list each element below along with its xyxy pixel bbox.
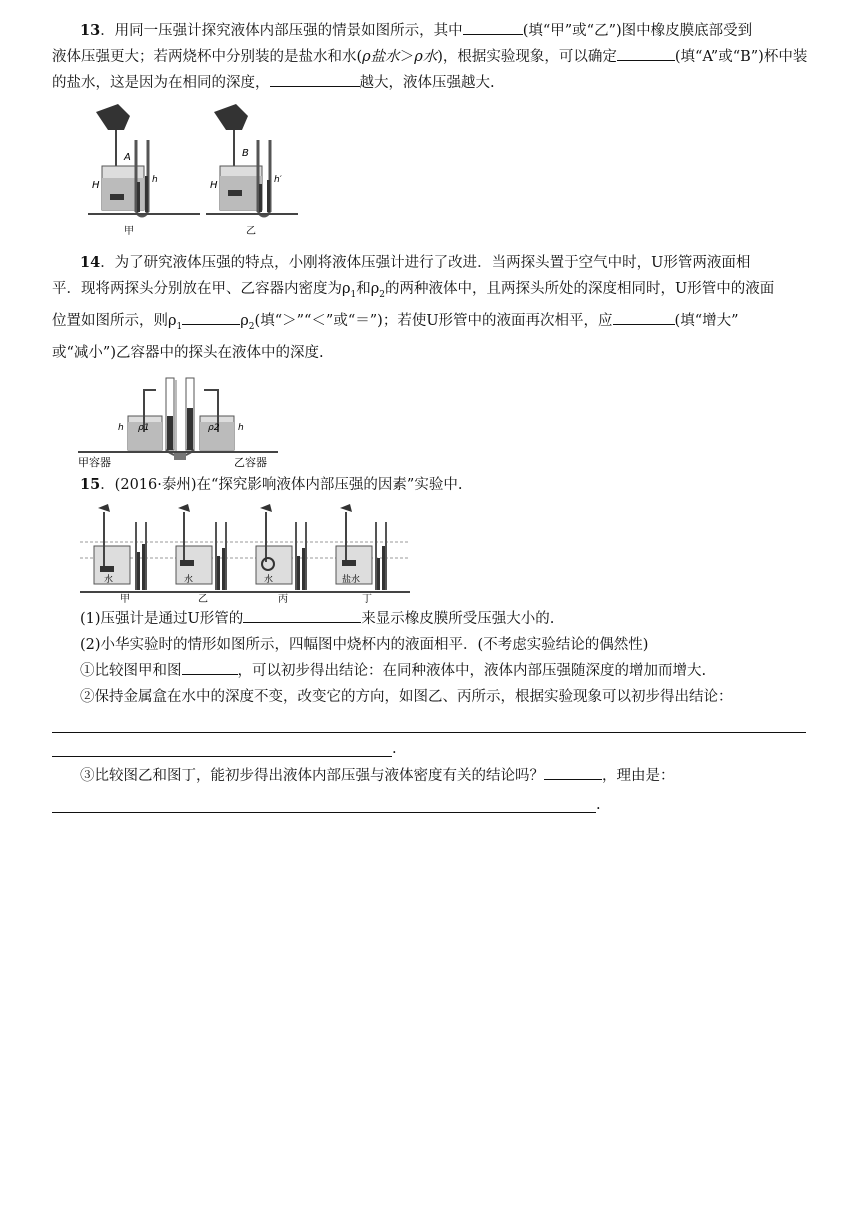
- question-13: 13．用同一压强计探究液体内部压强的情景如图所示，其中 (填“甲”或“乙”)图中橡皮膜底部受到: [52, 18, 808, 44]
- svg-text:乙容器: 乙容器: [234, 455, 267, 469]
- figure-15: [80, 502, 410, 606]
- improved-gauge-illustration: [78, 370, 278, 470]
- svg-text:盐水: 盐水: [342, 574, 361, 585]
- svg-text:乙: 乙: [198, 593, 208, 605]
- svg-text:h: h: [238, 422, 244, 433]
- four-experiment-illustration: [80, 502, 410, 606]
- answer-blank[interactable]: [182, 658, 238, 675]
- setup-jia: [94, 504, 146, 605]
- question-14: 14．为了研究液体压强的特点，小刚将液体压强计进行了改进．当两探头置于空气中时，U形管两液面相: [80, 254, 751, 271]
- figure-13: [88, 100, 328, 238]
- answer-blank[interactable]: [243, 606, 361, 623]
- setup-yi: [176, 504, 226, 605]
- svg-text:甲: 甲: [120, 593, 130, 605]
- answer-line[interactable]: [52, 790, 596, 813]
- svg-text:B: B: [242, 148, 249, 159]
- svg-text:乙: 乙: [246, 226, 256, 237]
- svg-text:丙: 丙: [278, 593, 288, 605]
- q15-part4: ②保持金属盒在水中的深度不变，改变它的方向，如图乙、丙所示，根据实验现象可以初步得出结论：: [80, 688, 733, 705]
- answer-blank[interactable]: [182, 308, 240, 325]
- svg-text:h: h: [118, 422, 124, 433]
- hand-icon: [214, 104, 248, 130]
- pressure-gauge-illustration: [88, 100, 328, 238]
- answer-line[interactable]: [52, 734, 392, 757]
- q15-part3: ①比较图甲和图 ，可以初步得出结论：在同种液体中，液体内部压强随深度的增加而增大.: [52, 658, 808, 684]
- setup-ding: [336, 504, 386, 605]
- svg-text:ρ1: ρ1: [138, 422, 150, 433]
- answer-blank[interactable]: [270, 70, 360, 87]
- svg-text:甲: 甲: [124, 226, 134, 237]
- svg-text:水: 水: [184, 574, 194, 585]
- answer-blank[interactable]: [617, 44, 675, 61]
- setup-bing: [256, 504, 306, 605]
- question-number: 13: [80, 22, 101, 39]
- worksheet-page: 13．用同一压强计探究液体内部压强的情景如图所示，其中 (填“甲”或“乙”)图中橡皮膜底部受到 液体压强更大；若两烧杯中分别装的是盐水和水(ρ盐水＞ρ水)，根据实验现象，可以确定 (填“A”或“B”)杯中装 的盐水，这是因为在相同的深度， 越大，液体压强越大. A H h 甲 B H h′ 乙 14．为了研究液体压强的特点，小刚将液体压强计进行了改进．当两探头置于空气中时，U形管两液面相 平．现将两探头分别放在甲、乙容器内密度为$\rho_1$和$\rho_2$的两种液体中，且两探头所处的深度相同时，U形管中的液面 位置如图所示，则$\rho_1$ $\rho_2$(填“＞”“＜”或“＝”)；若使U形管中的液面再次相平，应 (填“增大” 或“减小”)乙容器中的探头在液体中的深度. ρ1 ρ2 h h 甲容器 乙容器 15．(2016·泰州)在“探究影响液体内部压强的因素”实验中. 水 甲 水 乙 水 丙 盐水 丁 (1)压强计是通过U形管的 来显示橡皮膜所受压强大小的. (2)小华实验时的情形如图所示，四幅图中烧杯内的液面相平．(不考虑实验结论的偶然性) ①比较图甲和图 ，可以初步得出结论：在同种液体中，液体内部压强随深度的增加而增大. ②保持金属盒在水中的深度不变，改变它的方向，如图乙、丙所示，根据实验现象可以初步得出结论： . ③比较图乙和图丁，能初步得出液体内部压强与液体密度有关的结论吗？ ，理由是： .: [52, 18, 808, 813]
- svg-text:ρ2: ρ2: [208, 422, 220, 433]
- svg-text:H: H: [210, 180, 218, 191]
- question-15: 15．(2016·泰州)在“探究影响液体内部压强的因素”实验中.: [80, 475, 463, 493]
- svg-text:H: H: [92, 180, 100, 191]
- hand-icon: [96, 104, 130, 130]
- q15-part5: ③比较图乙和图丁，能初步得出液体内部压强与液体密度有关的结论吗？ ，理由是：: [52, 763, 808, 789]
- svg-text:h′: h′: [274, 175, 282, 185]
- svg-text:A: A: [124, 152, 131, 163]
- figure-14: [78, 370, 278, 470]
- q15-part2: (2)小华实验时的情形如图所示，四幅图中烧杯内的液面相平．(不考虑实验结论的偶然性): [80, 636, 649, 653]
- q15-part1: (1)压强计是通过U形管的 来显示橡皮膜所受压强大小的.: [52, 606, 808, 632]
- answer-line[interactable]: [52, 710, 806, 733]
- answer-blank[interactable]: [463, 18, 523, 35]
- answer-blank[interactable]: [544, 763, 602, 780]
- svg-text:h: h: [152, 175, 158, 185]
- svg-text:丁: 丁: [362, 593, 372, 605]
- svg-text:甲容器: 甲容器: [78, 455, 111, 469]
- answer-blank[interactable]: [613, 308, 675, 325]
- svg-text:水: 水: [104, 574, 114, 585]
- svg-text:水: 水: [264, 574, 274, 585]
